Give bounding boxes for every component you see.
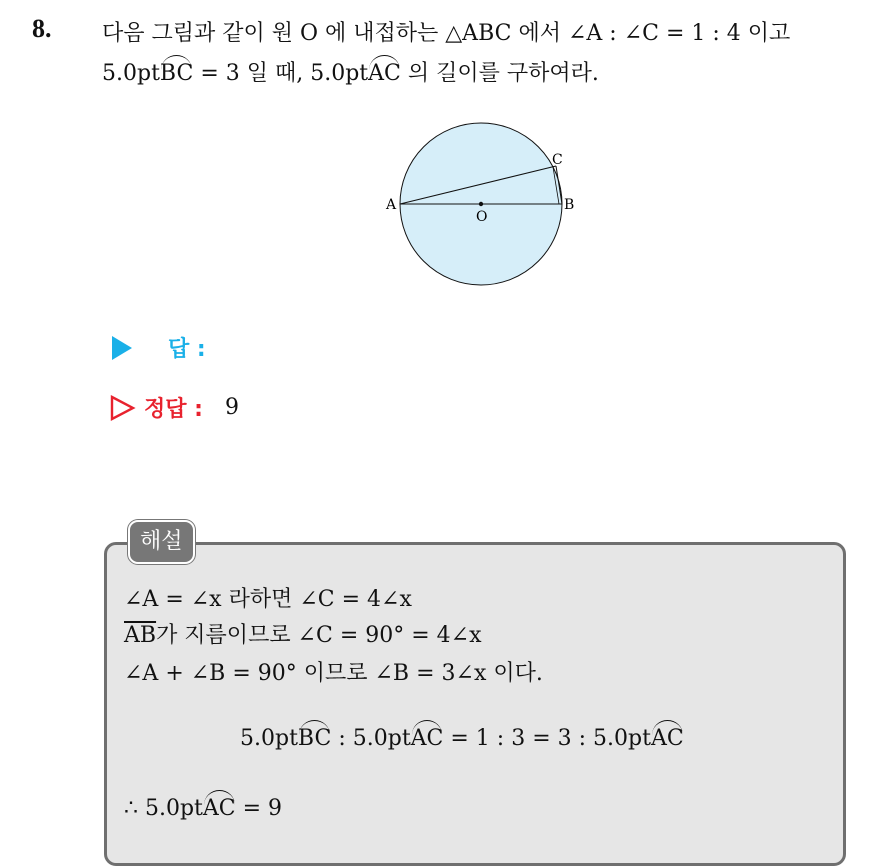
solution-tag: 해설 xyxy=(128,520,195,564)
solution-line-4-c: = 1 : 3 = 3 : 5.0pt xyxy=(443,726,651,751)
label-c: C xyxy=(552,152,563,168)
question-text-mid: = 3 일 때, 5.0pt xyxy=(193,61,369,86)
question-text-line-2 xyxy=(102,56,599,87)
solution-line-4-b: : 5.0pt xyxy=(331,726,411,751)
solution-line-2 xyxy=(124,618,482,649)
question-text-suffix: 의 길이를 구하여라. xyxy=(400,61,599,86)
center-point xyxy=(479,202,483,206)
solution-line-5-b: = 9 xyxy=(235,796,283,821)
label-o: O xyxy=(476,209,488,225)
solution-arc-ac-2: AC xyxy=(650,726,684,751)
solution-line-2-rest: 가 지름이므로 ∠C = 90° = 4∠x xyxy=(156,623,482,648)
solution-arc-bc: BC xyxy=(297,726,332,751)
label-a: A xyxy=(386,197,397,213)
correct-answer-label: 정답 : xyxy=(144,397,203,422)
solution-arc-ac-3: AC xyxy=(202,796,236,821)
play-triangle-icon xyxy=(110,335,134,361)
answer-row xyxy=(110,332,206,363)
solution-line-1: ∠A = ∠x 라하면 ∠C = 4∠x xyxy=(124,587,412,612)
solution-line-4-a: 5.0pt xyxy=(240,726,298,751)
question-text-line-1: 다음 그림과 같이 원 O 에 내접하는 △ABC 에서 ∠A : ∠C = 1 : 4 이고 xyxy=(102,21,791,46)
correct-answer-row xyxy=(110,392,239,423)
answer-label: 답 : xyxy=(168,337,206,362)
circle-figure xyxy=(380,118,580,294)
arc-bc-label: BC xyxy=(159,61,194,86)
question-text-prefix: 5.0pt xyxy=(102,61,160,86)
label-b: B xyxy=(564,197,575,213)
solution-line-5-a: ∴ 5.0pt xyxy=(124,796,203,821)
solution-line-5 xyxy=(124,796,282,821)
solution-arc-ac-1: AC xyxy=(410,726,444,751)
question-number: 8. xyxy=(32,14,52,43)
outline-triangle-icon xyxy=(110,395,136,421)
arc-ac-label: AC xyxy=(368,61,401,86)
solution-line-4 xyxy=(240,726,684,751)
solution-line-3: ∠A + ∠B = 90° 이므로 ∠B = 3∠x 이다. xyxy=(124,661,543,686)
correct-answer-value: 9 xyxy=(224,395,239,420)
segment-ab: $\overline{AB}$ xyxy=(124,623,157,648)
